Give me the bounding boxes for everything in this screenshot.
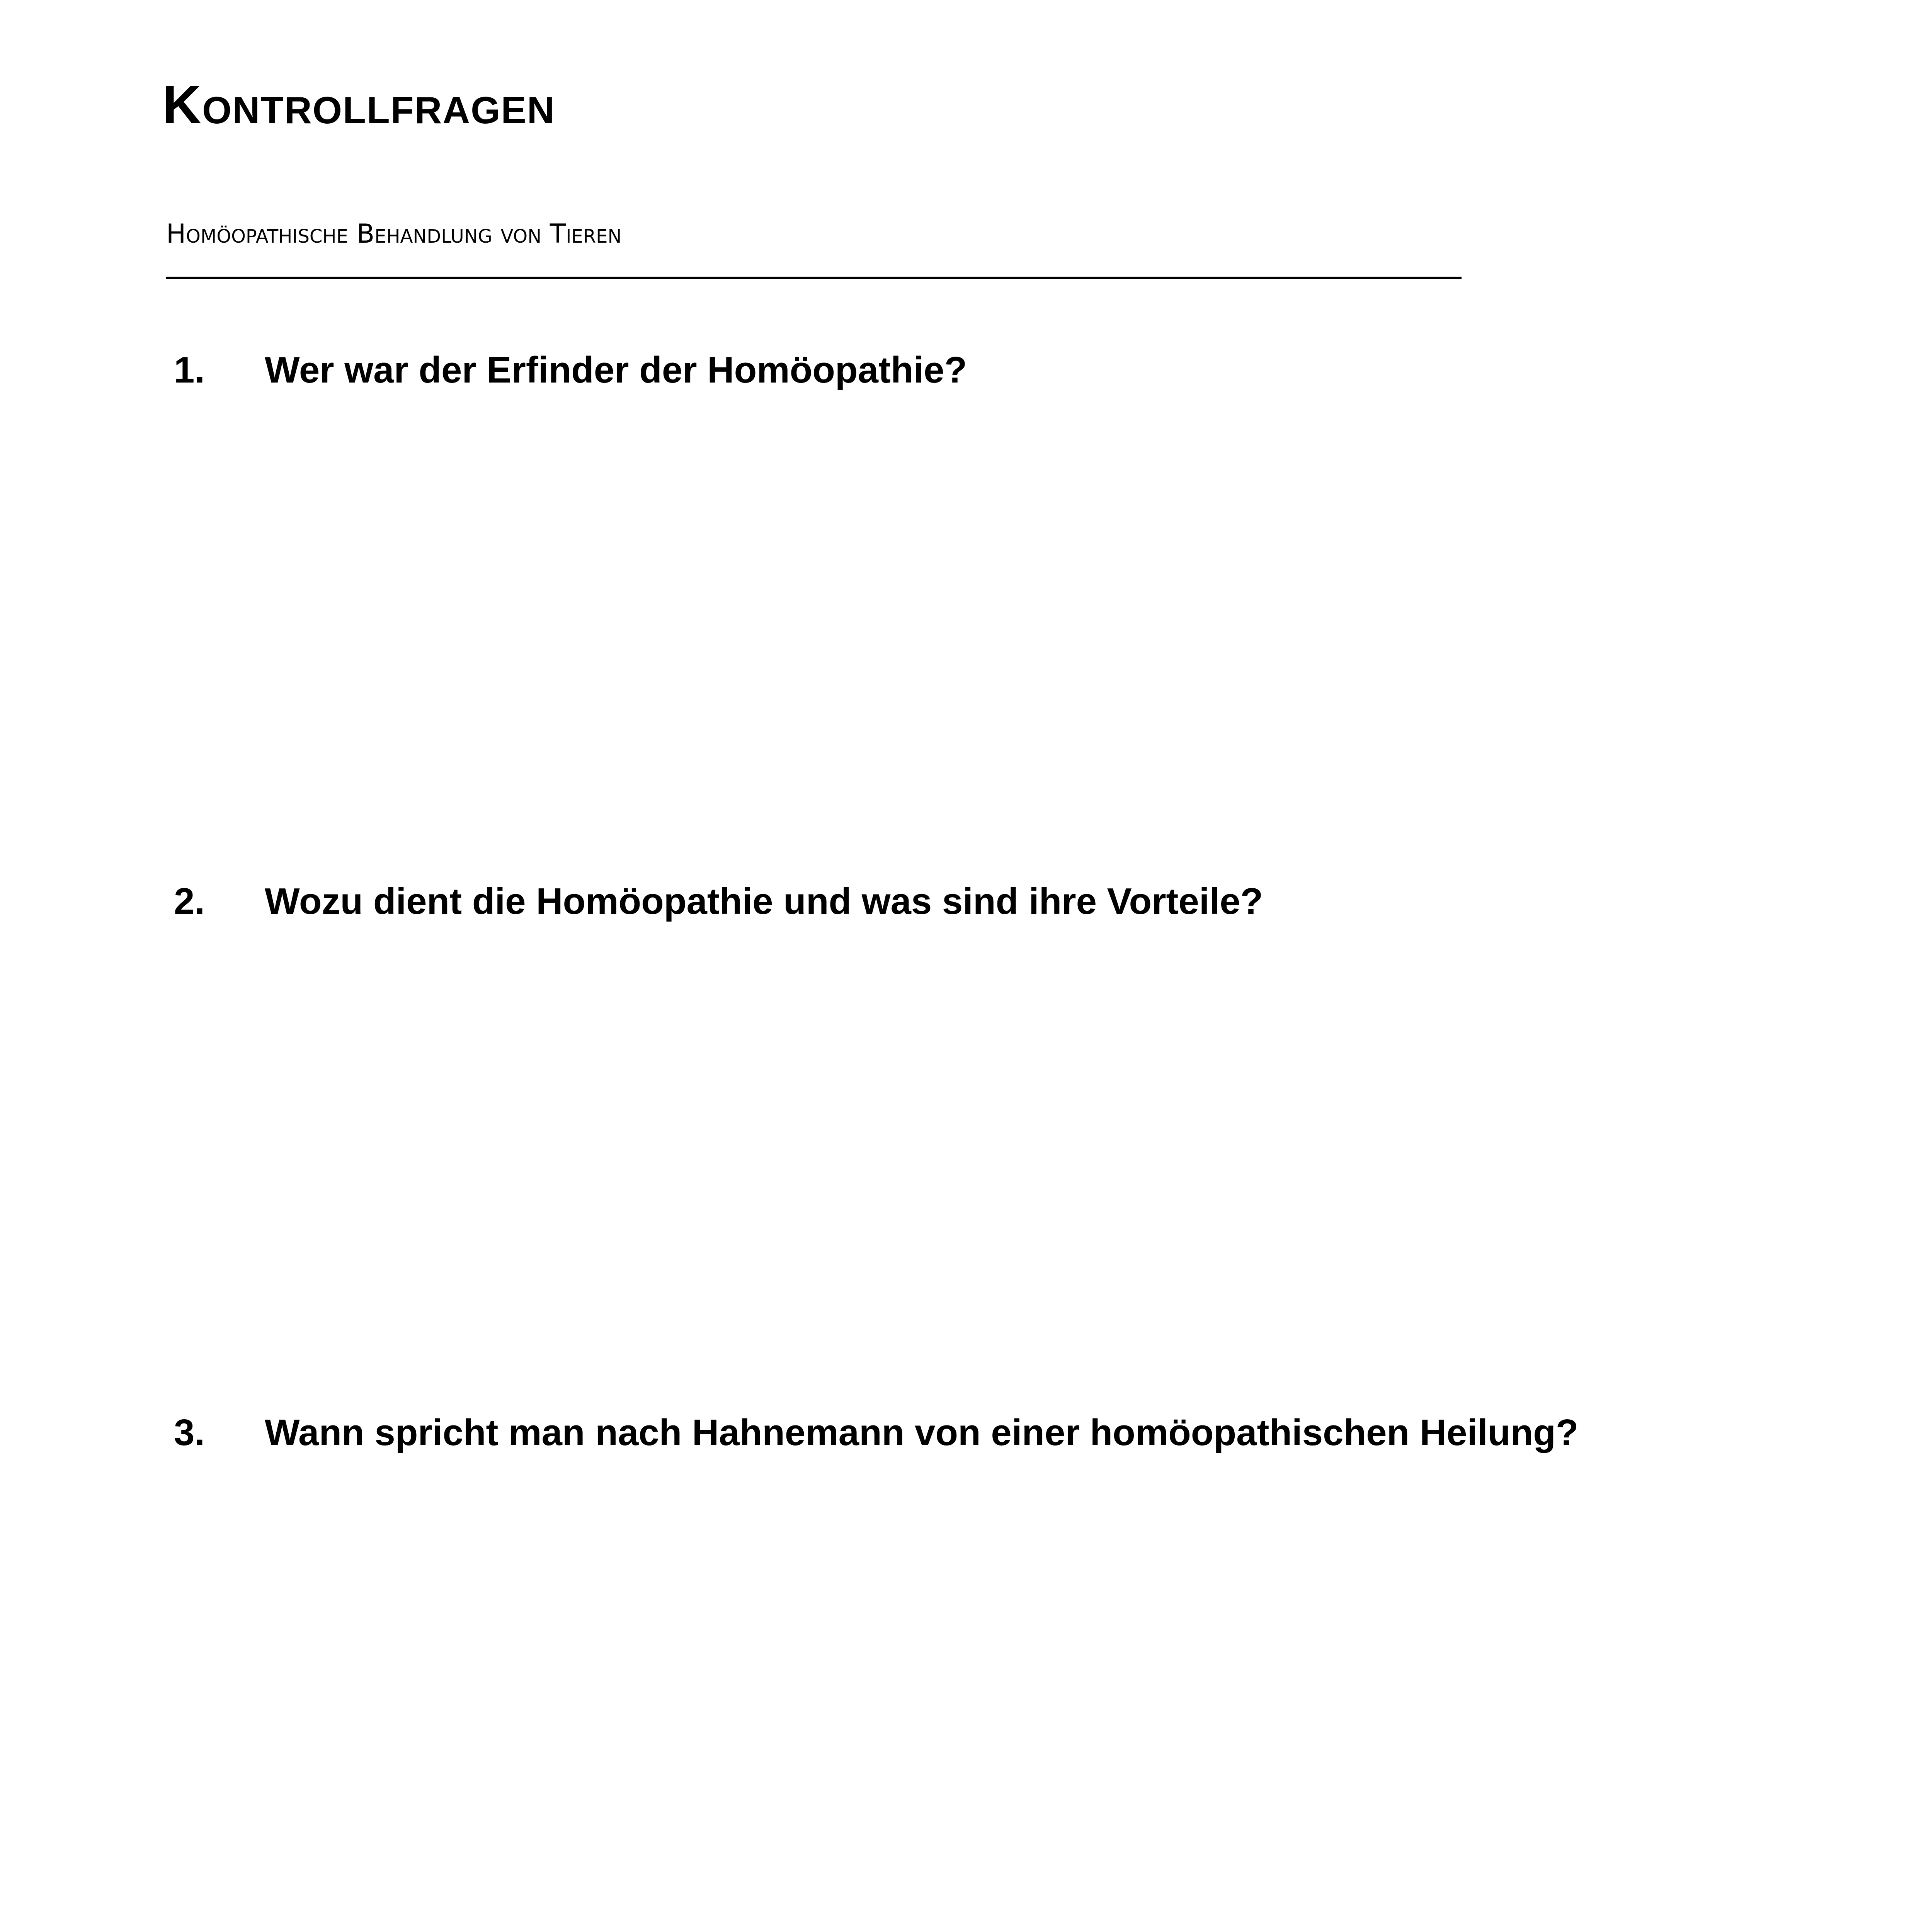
header-divider	[166, 277, 1462, 279]
question-number: 3.	[174, 1412, 205, 1453]
section-subtitle: Homöopathische Behandlung von Tieren	[166, 219, 622, 249]
question-text: Wozu dient die Homöopathie und was sind ihre Vorteile?	[265, 881, 1263, 922]
question-text: Wer war der Erfinder der Homöopathie?	[265, 349, 967, 391]
page-title: Kontrollfragen	[162, 74, 555, 135]
question-text: Wann spricht man nach Hahnemann von einer homöopathischen Heilung?	[265, 1412, 1579, 1453]
question-number: 2.	[174, 881, 205, 922]
question-number: 1.	[174, 349, 205, 391]
